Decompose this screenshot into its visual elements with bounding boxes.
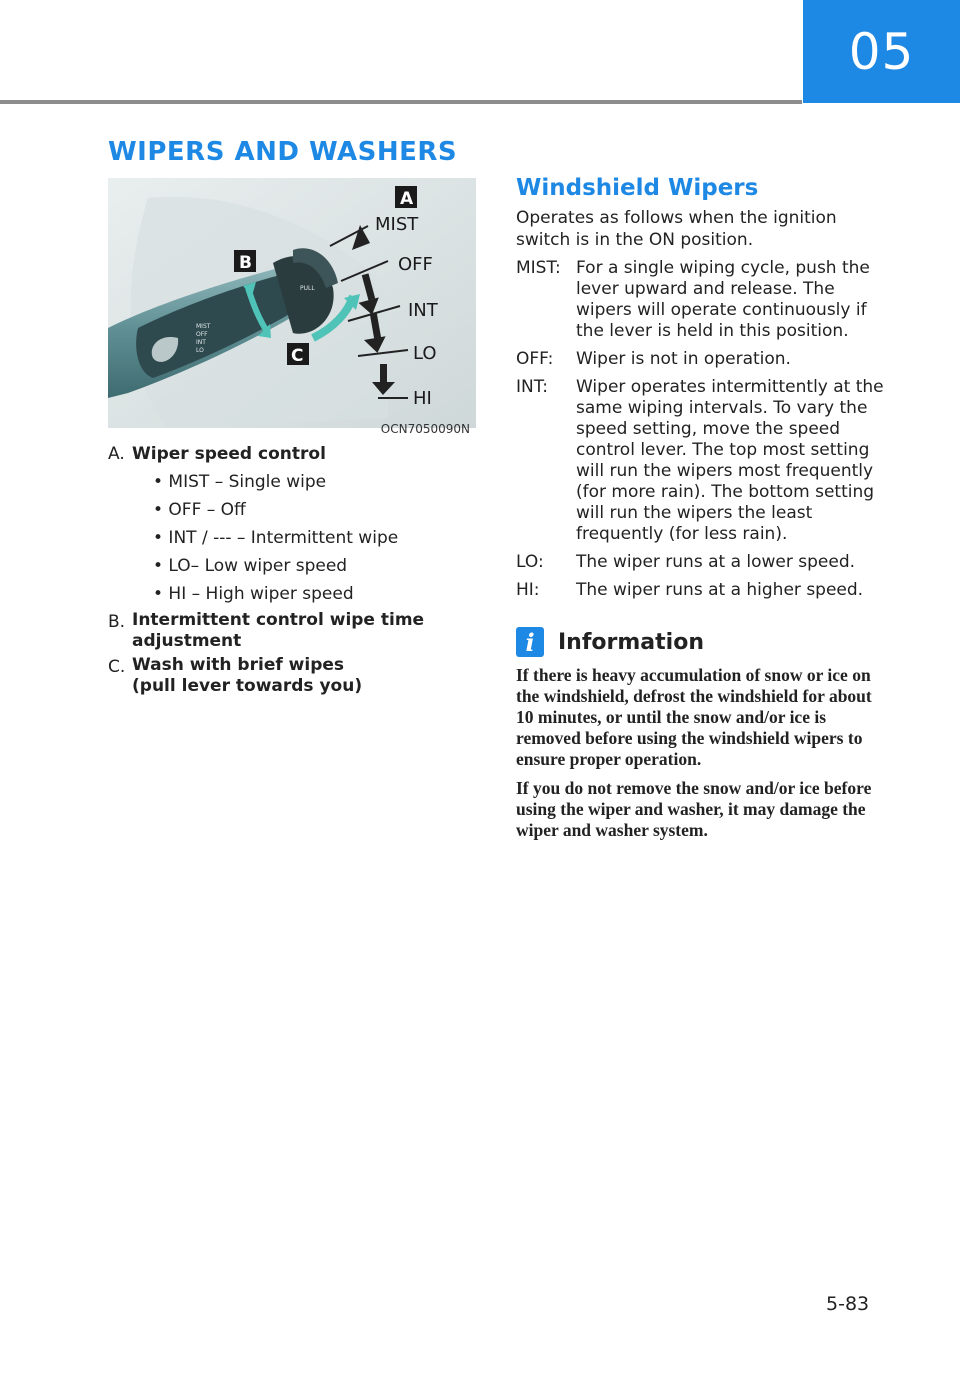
wiper-lever-illustration — [108, 178, 476, 428]
svg-text:OFF: OFF — [196, 331, 208, 338]
svg-text:OFF: OFF — [398, 254, 433, 275]
right-column — [516, 175, 892, 849]
legend-bullet: • HI – High wiper speed — [153, 584, 354, 604]
legend-bullet: • LO– Low wiper speed — [153, 556, 348, 576]
legend-title — [132, 655, 362, 697]
figure-code: OCN7050090N — [380, 422, 470, 436]
information-paragraph: If there is heavy accumulation of snow or ice on the windshield, defrost the windshield for about 10 minutes, or until the snow and/or ice is removed before using the windshield wipers to ensure proper operation. — [516, 665, 872, 769]
mode-desc: Wiper operates intermittently at the same wiping intervals. To vary the speed setting, move the speed control lever. The top most setting will run the wipers most frequently (for more rain). The bottom setting will run the wipers the least frequently (for less rain). — [576, 377, 884, 544]
legend-bullet: • OFF – Off — [153, 500, 246, 520]
svg-text:HI: HI — [413, 388, 432, 409]
mode-row-mist — [516, 258, 892, 342]
legend-item-c — [108, 655, 468, 697]
legend-bullet: • MIST – Single wipe — [153, 472, 327, 492]
svg-text:LO: LO — [196, 347, 204, 354]
legend-title-line1: Wash with brief wipes — [132, 655, 345, 675]
svg-text:PULL: PULL — [300, 285, 315, 292]
svg-text:B: B — [239, 253, 252, 273]
mode-term: HI: — [516, 580, 540, 600]
mode-row-lo — [516, 552, 892, 573]
information-header — [516, 627, 892, 657]
svg-text:MIST: MIST — [196, 323, 211, 330]
svg-text:LO: LO — [413, 343, 437, 364]
chapter-tab — [803, 0, 960, 103]
mode-term: INT: — [516, 377, 548, 397]
legend-title: Intermittent control wipe time adjustment — [132, 610, 425, 651]
intro-paragraph: Operates as follows when the ignition switch is in the ON position. — [516, 208, 837, 250]
information-title: Information — [558, 629, 704, 655]
svg-text:A: A — [400, 189, 414, 209]
page-number: 5-83 — [826, 1293, 870, 1315]
mode-term: OFF: — [516, 349, 554, 369]
legend-bullet: • INT / --- – Intermittent wipe — [153, 528, 399, 548]
legend-item-b — [108, 610, 468, 652]
mode-term: MIST: — [516, 258, 561, 278]
svg-text:C: C — [291, 346, 304, 366]
legend-title: Wiper speed control — [132, 444, 326, 464]
legend-item-a — [108, 442, 468, 467]
mode-desc: Wiper is not in operation. — [576, 349, 791, 369]
chapter-number: 05 — [848, 22, 915, 81]
mode-term: LO: — [516, 552, 544, 572]
wiper-lever-figure — [108, 178, 476, 428]
mode-desc: The wiper runs at a higher speed. — [576, 580, 864, 600]
mode-desc: The wiper runs at a lower speed. — [576, 552, 856, 572]
legend-letter: A. — [108, 444, 125, 464]
mode-row-off — [516, 349, 892, 370]
legend-letter: C. — [108, 657, 126, 677]
figure-legend — [108, 442, 468, 700]
legend-letter: B. — [108, 612, 126, 632]
subsection-title: Windshield Wipers — [516, 175, 759, 201]
header-rule — [0, 100, 802, 104]
svg-text:INT: INT — [196, 339, 206, 346]
mode-desc: For a single wiping cycle, push the lever upward and release. The wipers will operate continuously if the lever is held in this position. — [576, 258, 870, 341]
svg-text:INT: INT — [408, 300, 438, 321]
information-paragraph: If you do not remove the snow and/or ice before using the wiper and washer, it may damage the wiper and washer system. — [516, 778, 872, 840]
svg-text:MIST: MIST — [375, 214, 419, 235]
legend-title-line2: (pull lever towards you) — [132, 676, 363, 696]
section-title: WIPERS AND WASHERS — [108, 137, 458, 167]
mode-row-hi — [516, 580, 892, 601]
mode-row-int — [516, 377, 892, 545]
info-icon: i — [516, 627, 544, 657]
